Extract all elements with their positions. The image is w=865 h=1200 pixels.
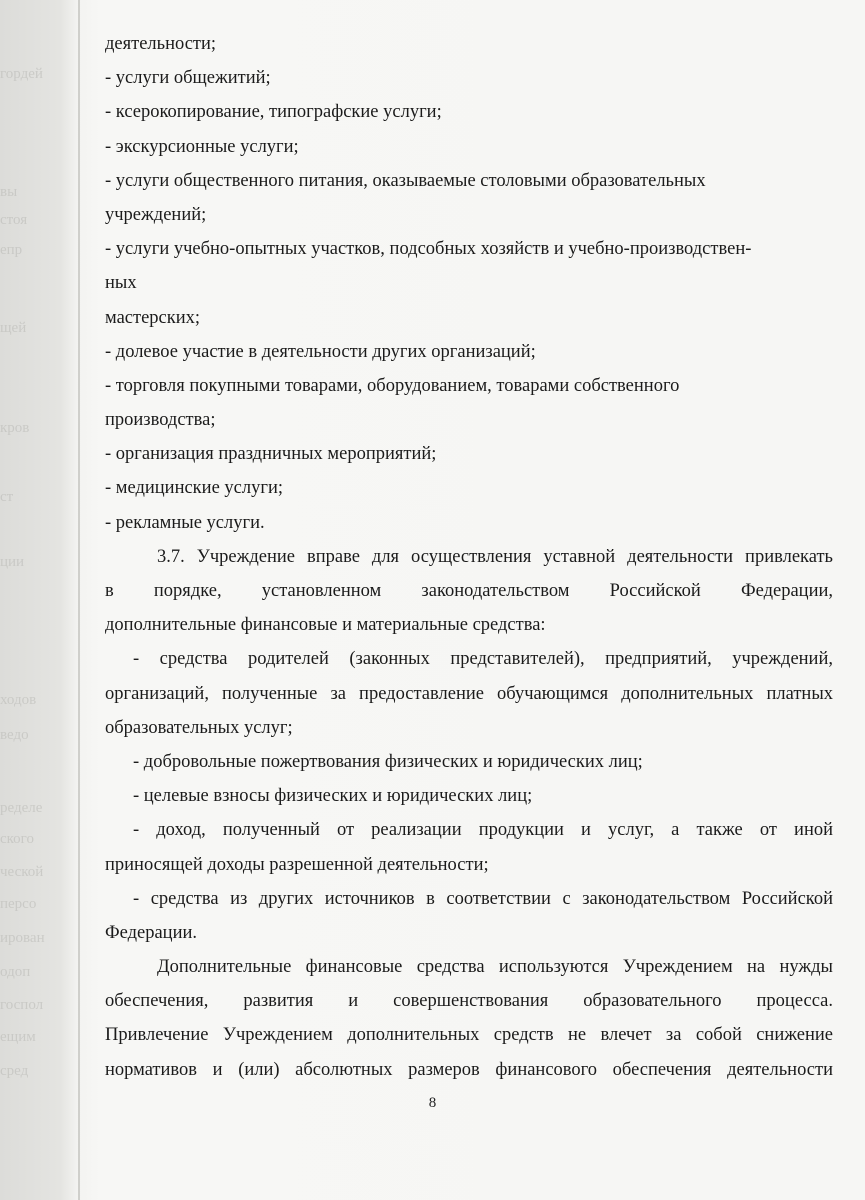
text-line: - услуги общежитий; (105, 68, 271, 89)
body-text (105, 27, 833, 1087)
text-line: Привлечение Учреждением дополнительных средств не влечет за собой снижение (105, 1025, 833, 1046)
text-line: учреждений; (105, 204, 207, 225)
text-line: - рекламные услуги. (105, 512, 265, 533)
text-line: обеспечения, развития и совершенствования образовательного процесса. (105, 991, 833, 1012)
text-line: - организация праздничных мероприятий; (105, 444, 437, 465)
text-line: - медицинские услуги; (105, 478, 283, 499)
text-line: нормативов и (или) абсолютных размеров финансового обеспечения деятельности (105, 1059, 833, 1080)
text-line: организаций, полученные за предоставление обучающимся дополнительных платных (105, 683, 833, 704)
page-fold-shadow (78, 0, 80, 1200)
text-line: - целевые взносы физических и юридических лиц; (133, 786, 533, 807)
text-line: - торговля покупными товарами, оборудованием, товарами собственного (105, 375, 680, 396)
text-line: производства; (105, 410, 216, 431)
text-line: - услуги общественного питания, оказываемые столовыми образовательных (105, 170, 706, 191)
page-number: 8 (428, 1095, 437, 1111)
text-line: - долевое участие в деятельности других организаций; (105, 341, 536, 362)
text-line: - доход, полученный от реализации продукции и услуг, а также от иной (133, 820, 833, 841)
text-line: Дополнительные финансовые средства используются Учреждением на нужды (157, 957, 833, 978)
text-line: - ксерокопирование, типографские услуги; (105, 102, 442, 123)
text-line: дополнительные финансовые и материальные средства: (105, 615, 546, 636)
text-line: деятельности; (105, 34, 217, 54)
text-line: мастерских; (105, 307, 201, 328)
text-line: ных (105, 273, 137, 294)
bleed-through-margin: гордей вы стоя епр щей кров ст ции ходов ведо ределе ского ческой персо ирован одоп госпол ещим сред (0, 66, 45, 1079)
text-line: в порядке, установленном законодательством Российской Федерации, (105, 581, 833, 601)
section-heading-line: 3.7. Учреждение вправе для осуществления уставной деятельности привлекать (157, 546, 833, 567)
text-line: - экскурсионные услуги; (105, 136, 299, 157)
text-line: - средства родителей (законных представителей), предприятий, учреждений, (133, 649, 833, 670)
text-line: Федерации. (105, 922, 197, 943)
text-line: - добровольные пожертвования физических и юридических лиц; (133, 751, 643, 772)
text-line: - средства из других источников в соответствии с законодательством Российской (133, 888, 833, 909)
text-line: приносящей доходы разрешенной деятельности; (105, 854, 489, 875)
text-line: - услуги учебно-опытных участков, подсобных хозяйств и учебно-производствен- (105, 239, 752, 260)
text-line: образовательных услуг; (105, 717, 293, 738)
